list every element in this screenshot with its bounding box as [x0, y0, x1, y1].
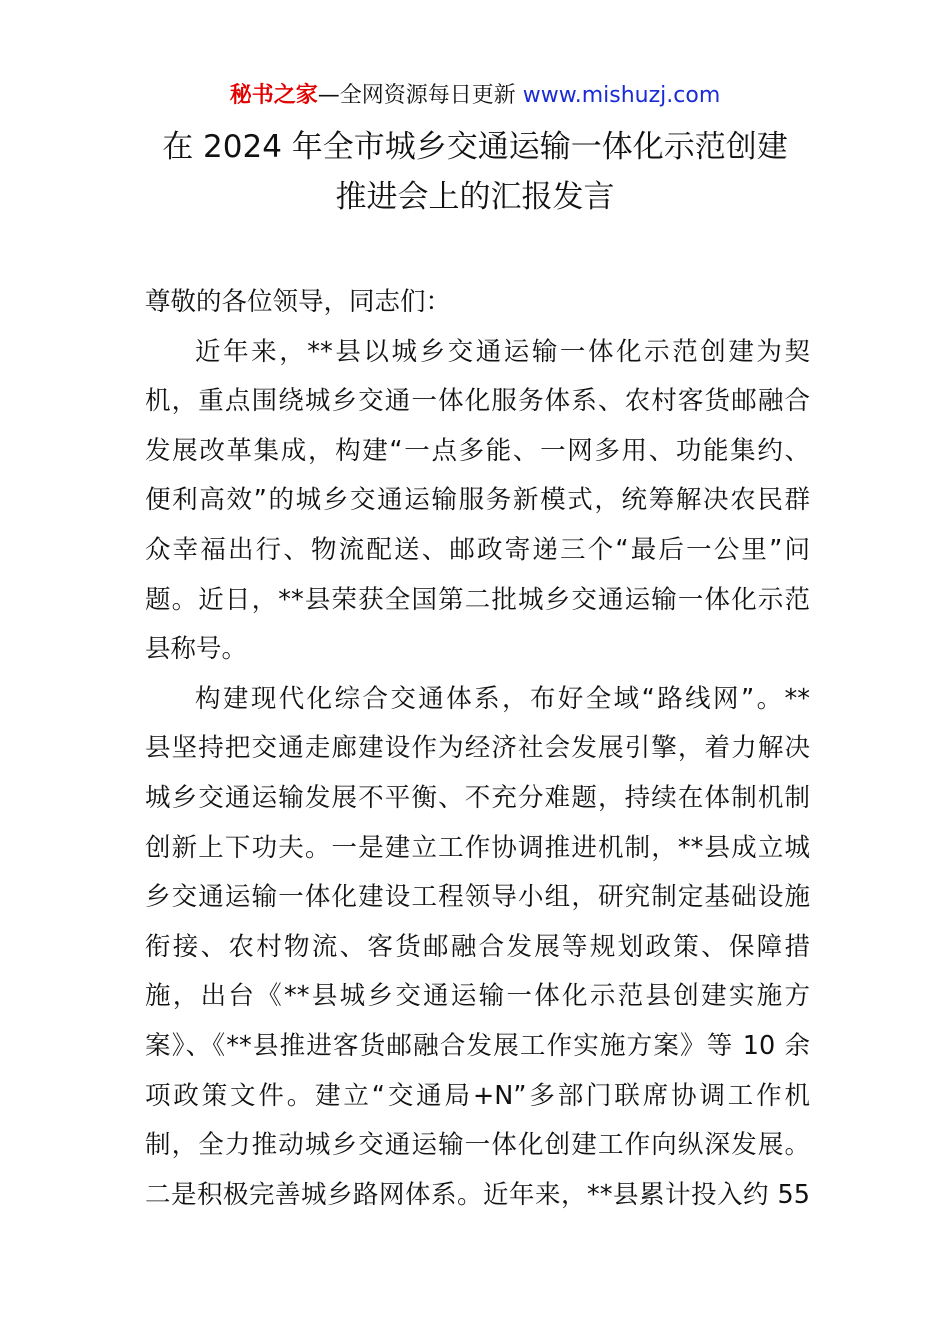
- body-line: 近年来，**县以城乡交通运输一体化示范创建为契: [195, 336, 810, 367]
- document-title: [0, 122, 950, 222]
- site-url-link[interactable]: www.mishuzj.com: [522, 83, 721, 108]
- body-line: 案》、《**县推进客货邮融合发展工作实施方案》等 10 余: [145, 1030, 810, 1061]
- body-line: 构建现代化综合交通体系，布好全域“路线网”。**: [195, 683, 810, 714]
- salutation: 尊敬的各位领导，同志们：: [145, 287, 452, 317]
- body-line: 发展改革集成，构建“一点多能、一网多用、功能集约、: [145, 435, 810, 466]
- site-header: [0, 80, 950, 112]
- body-line: 制，全力推动城乡交通运输一体化创建工作向纵深发展。: [145, 1130, 810, 1161]
- header-tagline: —全网资源每日更新: [317, 83, 523, 108]
- body-line: 县坚持把交通走廊建设作为经济社会发展引擎，着力解决: [145, 733, 810, 764]
- body-line: 衔接、农村物流、客货邮融合发展等规划政策、保障措: [145, 931, 810, 962]
- document-body: [145, 278, 810, 1220]
- brand-name: 秘书之家: [229, 83, 318, 108]
- title-line-1: 在 2024 年全市城乡交通运输一体化示范创建: [162, 129, 788, 165]
- body-line: 县称号。: [145, 634, 248, 665]
- body-line: 二是积极完善城乡路网体系。近年来，**县累计投入约 55: [145, 1179, 810, 1210]
- body-line: 题。近日，**县荣获全国第二批城乡交通运输一体化示范: [145, 584, 810, 615]
- body-line: 便利高效”的城乡交通运输服务新模式，统筹解决农民群: [145, 485, 810, 516]
- body-line: 众幸福出行、物流配送、邮政寄递三个“最后一公里”问: [145, 534, 810, 565]
- body-line: 机，重点围绕城乡交通一体化服务体系、农村客货邮融合: [145, 386, 810, 417]
- body-line: 乡交通运输一体化建设工程领导小组，研究制定基础设施: [145, 882, 810, 913]
- body-line: 施，出台《**县城乡交通运输一体化示范县创建实施方: [145, 981, 810, 1012]
- title-line-2: 推进会上的汇报发言: [335, 179, 615, 215]
- body-line: 城乡交通运输发展不平衡、不充分难题，持续在体制机制: [145, 782, 810, 813]
- body-line: 项政策文件。建立“交通局+N”多部门联席协调工作机: [145, 1080, 810, 1111]
- body-line: 创新上下功夫。一是建立工作协调推进机制，**县成立城: [145, 832, 810, 863]
